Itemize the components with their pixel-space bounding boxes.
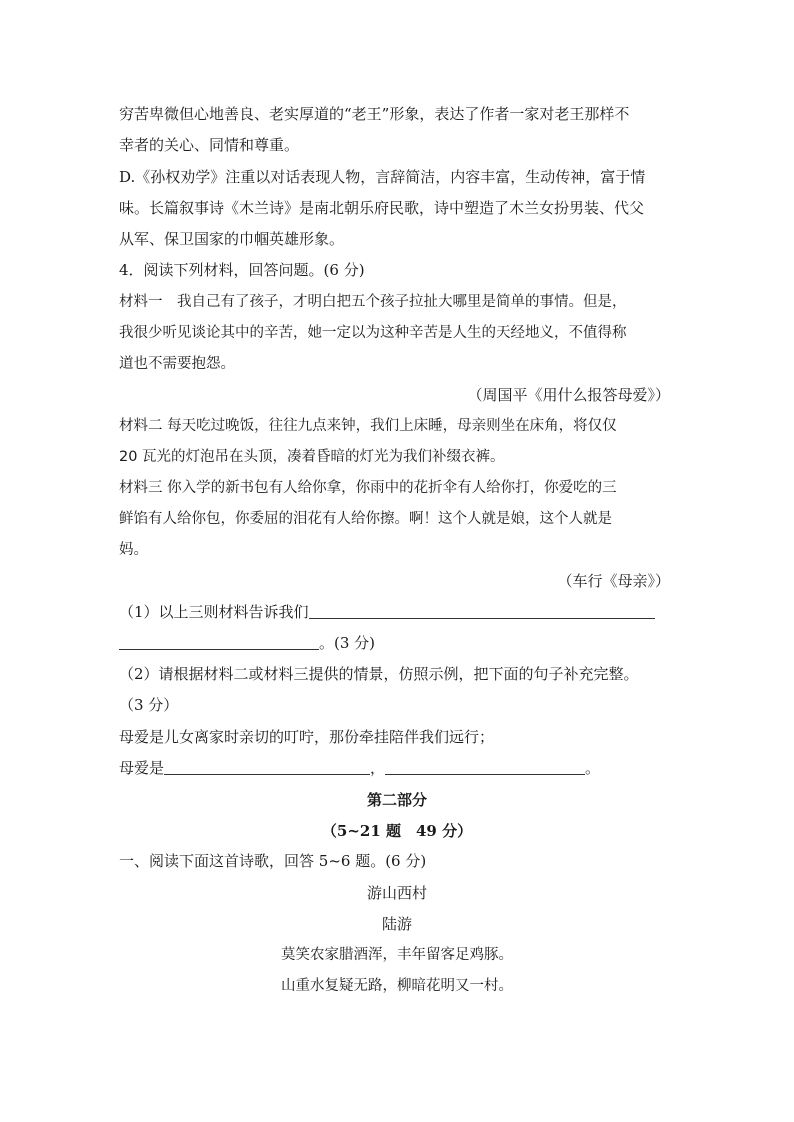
fill-end: 。 bbox=[585, 759, 601, 777]
poem-line-1: 莫笑农家腊酒浑，丰年留客足鸡豚。 bbox=[281, 947, 513, 963]
material-3-source: （车行《母亲》） bbox=[557, 572, 670, 590]
sub-question-2-example: 母爱是儿女离家时亲切的叮咛，那份牵挂陪伴我们远行； bbox=[119, 728, 495, 746]
section-1-prompt: 一、阅读下面这首诗歌，回答 5~6 题。(6 分) bbox=[119, 852, 427, 870]
poem-title: 游山西村 bbox=[366, 884, 427, 902]
material-1-line-3: 道也不需要抱怨。 bbox=[119, 356, 235, 372]
option-d-line-3: 从军、保卫国家的巾帼英雄形象。 bbox=[119, 230, 345, 248]
part-2-subtitle: （5~21 题 49 分） bbox=[321, 822, 473, 840]
sub-question-2-line-2: （3 分） bbox=[119, 696, 179, 714]
sub-question-1 bbox=[119, 602, 679, 622]
sub-question-1-suffix: 。(3 分) bbox=[319, 634, 376, 652]
part-2-title: 第二部分 bbox=[366, 791, 427, 809]
answer-blank-1b[interactable] bbox=[119, 634, 319, 650]
material-2-line-2: 20 瓦光的灯泡吊在头顶，凑着昏暗的灯光为我们补缀衣裤。 bbox=[119, 449, 505, 465]
material-3-line-3: 妈。 bbox=[119, 542, 148, 558]
sub-question-2-line-1: （2）请根据材料二或材料三提供的情景，仿照示例，把下面的句子补充完整。 bbox=[119, 665, 639, 683]
option-d-line-2: 味。长篇叙事诗《木兰诗》是南北朝乐府民歌，诗中塑造了木兰女扮男装、代父 bbox=[119, 199, 645, 217]
material-1-source: （周国平《用什么报答母爱》） bbox=[467, 386, 670, 404]
poem-line-2: 山重水复疑无路，柳暗花明又一村。 bbox=[281, 978, 513, 994]
sub-question-1-cont bbox=[119, 633, 679, 653]
option-c-line-2: 幸者的关心、同情和尊重。 bbox=[119, 136, 300, 154]
fill-prefix: 母爱是 bbox=[119, 759, 165, 777]
option-d-line-1: D.《孙权劝学》注重以对话表现人物，言辞简洁，内容丰富，生动传神，富于情 bbox=[119, 168, 646, 186]
answer-blank-1a[interactable] bbox=[309, 603, 655, 619]
answer-blank-2a[interactable] bbox=[164, 759, 370, 775]
poem-author: 陆游 bbox=[381, 915, 412, 933]
option-c-line-1: 穷苦卑微但心地善良、老实厚道的“老王”形象，表达了作者一家对老王那样不 bbox=[119, 105, 630, 123]
material-3-line-2: 鲜馅有人给你包，你委屈的泪花有人给你擦。啊！这个人就是娘，这个人就是 bbox=[119, 511, 612, 527]
question-4-prompt: 4．阅读下列材料，回答问题。(6 分) bbox=[119, 261, 365, 279]
material-1-line-1: 材料一 我自己有了孩子，才明白把五个孩子拉扯大哪里是简单的事情。但是， bbox=[119, 294, 627, 310]
material-2-line-1: 材料二 每天吃过晚饭，往往九点来钟，我们上床睡，母亲则坐在床角，将仅仅 bbox=[119, 418, 617, 434]
sub-question-1-prefix: （1）以上三则材料告诉我们 bbox=[119, 603, 309, 621]
sub-question-2-fill bbox=[119, 758, 679, 778]
fill-separator: ， bbox=[370, 759, 386, 777]
answer-blank-2b[interactable] bbox=[385, 759, 585, 775]
material-3-line-1: 材料三 你入学的新书包有人给你拿，你雨中的花折伞有人给你打，你爱吃的三 bbox=[119, 480, 617, 496]
material-1-line-2: 我很少听见谈论其中的辛苦，她一定以为这种辛苦是人生的天经地义，不值得称 bbox=[119, 325, 627, 341]
